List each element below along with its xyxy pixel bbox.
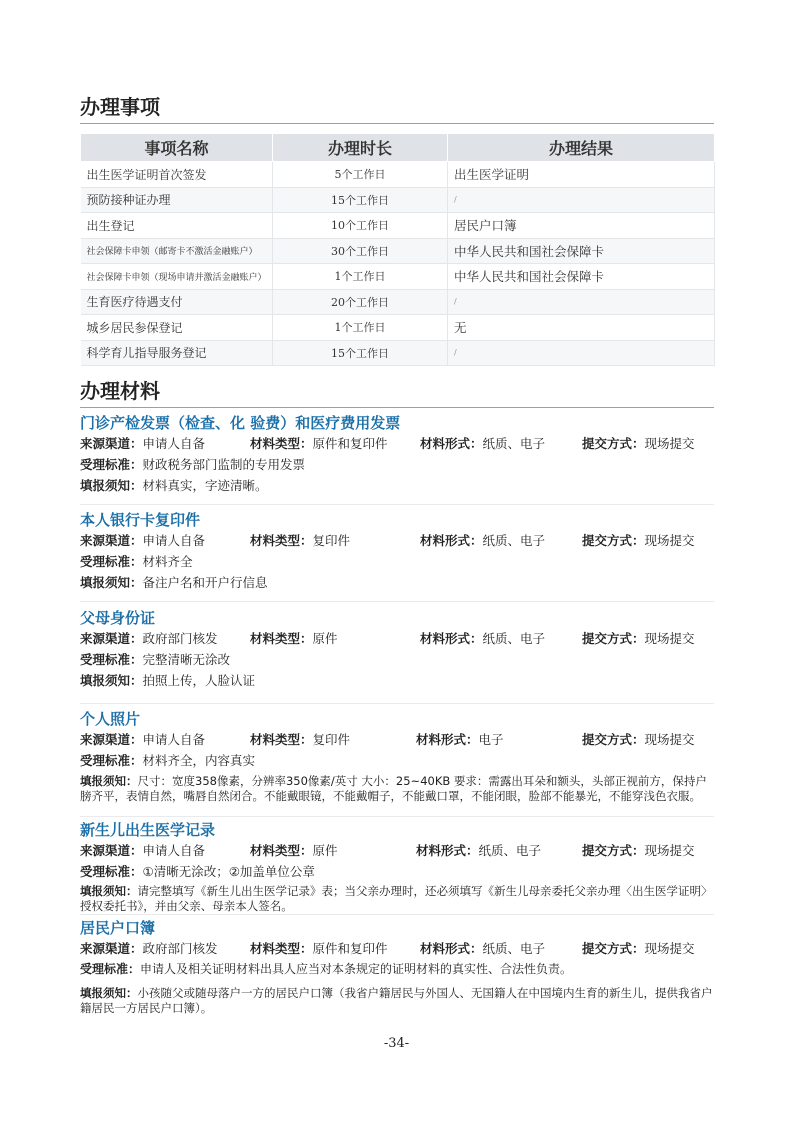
value-submit: 现场提交 bbox=[644, 941, 695, 956]
item-result: / bbox=[448, 340, 715, 366]
material-meta-row bbox=[80, 433, 714, 454]
material-block bbox=[80, 709, 714, 804]
divider bbox=[80, 504, 714, 505]
value-form: 纸质、电子 bbox=[482, 436, 546, 451]
label-submit: 提交方式： bbox=[582, 941, 645, 956]
material-title: 父母身份证 bbox=[80, 609, 156, 627]
item-result: 无 bbox=[448, 315, 715, 341]
item-name: 出生登记 bbox=[81, 213, 273, 239]
value-type: 复印件 bbox=[312, 533, 351, 548]
table-row bbox=[81, 238, 715, 264]
label-form: 材料形式： bbox=[416, 732, 479, 747]
value-notice: 材料真实，字迹清晰。 bbox=[142, 478, 268, 493]
table-row bbox=[81, 340, 715, 366]
label-submit: 提交方式： bbox=[582, 436, 645, 451]
label-form: 材料形式： bbox=[420, 436, 483, 451]
value-source: 政府部门核发 bbox=[142, 941, 218, 956]
label-form: 材料形式： bbox=[420, 533, 483, 548]
table-row bbox=[81, 187, 715, 213]
material-block bbox=[80, 918, 714, 1016]
value-form: 纸质、电子 bbox=[482, 941, 546, 956]
label-source: 来源渠道： bbox=[80, 533, 143, 548]
material-meta-row bbox=[80, 530, 714, 551]
material-notice bbox=[80, 884, 714, 914]
value-notice: 拍照上传，人脸认证 bbox=[142, 673, 256, 688]
items-table bbox=[80, 133, 715, 366]
material-title: 新生儿出生医学记录 bbox=[80, 821, 216, 839]
label-source: 来源渠道： bbox=[80, 436, 143, 451]
item-result: 中华人民共和国社会保障卡 bbox=[448, 264, 715, 290]
material-block bbox=[80, 608, 714, 691]
label-standard: 受理标准： bbox=[80, 457, 143, 472]
label-submit: 提交方式： bbox=[582, 732, 645, 747]
item-name: 生育医疗待遇支付 bbox=[81, 289, 273, 315]
label-standard: 受理标准： bbox=[80, 554, 143, 569]
value-standard: 财政税务部门监制的专用发票 bbox=[142, 457, 306, 472]
item-duration: 5个工作日 bbox=[273, 162, 448, 188]
value-type: 原件和复印件 bbox=[312, 941, 388, 956]
label-notice: 填报须知： bbox=[80, 478, 143, 493]
header-item-name: 事项名称 bbox=[81, 134, 273, 162]
label-source: 来源渠道： bbox=[80, 843, 143, 858]
divider bbox=[80, 914, 714, 915]
header-duration: 办理时长 bbox=[273, 134, 448, 162]
label-source: 来源渠道： bbox=[80, 631, 143, 646]
material-standard bbox=[80, 750, 714, 771]
value-standard: ①清晰无涂改；②加盖单位公章 bbox=[142, 864, 315, 879]
value-type: 原件和复印件 bbox=[312, 436, 388, 451]
value-submit: 现场提交 bbox=[644, 732, 695, 747]
header-result: 办理结果 bbox=[448, 134, 715, 162]
section-title-items: 办理事项 bbox=[80, 94, 714, 124]
value-submit: 现场提交 bbox=[644, 843, 695, 858]
label-type: 材料类型： bbox=[250, 436, 313, 451]
item-name: 社会保障卡申领（邮寄卡不激活金融账户） bbox=[81, 238, 273, 264]
value-source: 申请人自备 bbox=[142, 843, 206, 858]
material-title: 个人照片 bbox=[80, 710, 141, 728]
value-source: 申请人自备 bbox=[142, 436, 206, 451]
material-meta-row bbox=[80, 729, 714, 750]
value-form: 纸质、电子 bbox=[478, 843, 542, 858]
label-submit: 提交方式： bbox=[582, 843, 645, 858]
table-row bbox=[81, 213, 715, 239]
label-notice: 填报须知： bbox=[80, 884, 138, 898]
value-standard: 材料齐全 bbox=[142, 554, 193, 569]
material-block bbox=[80, 820, 714, 914]
material-notice bbox=[80, 986, 714, 1016]
material-standard bbox=[80, 551, 714, 572]
divider bbox=[80, 816, 714, 817]
item-name: 城乡居民参保登记 bbox=[81, 315, 273, 341]
label-standard: 受理标准： bbox=[80, 864, 143, 879]
label-type: 材料类型： bbox=[250, 631, 313, 646]
material-standard bbox=[80, 861, 714, 882]
material-notice bbox=[80, 670, 714, 691]
item-result: / bbox=[448, 289, 715, 315]
material-standard bbox=[80, 649, 714, 670]
material-title: 门诊产检发票（检查、化 验费）和医疗费用发票 bbox=[80, 414, 401, 432]
value-source: 政府部门核发 bbox=[142, 631, 218, 646]
label-source: 来源渠道： bbox=[80, 941, 143, 956]
label-form: 材料形式： bbox=[420, 941, 483, 956]
item-duration: 1个工作日 bbox=[273, 315, 448, 341]
table-header-row bbox=[81, 134, 715, 162]
label-form: 材料形式： bbox=[420, 631, 483, 646]
material-meta-row bbox=[80, 628, 714, 649]
value-standard: 完整清晰无涂改 bbox=[142, 652, 231, 667]
value-notice: 备注户名和开户行信息 bbox=[142, 575, 268, 590]
label-type: 材料类型： bbox=[250, 732, 313, 747]
item-result: 中华人民共和国社会保障卡 bbox=[448, 238, 715, 264]
label-standard: 受理标准： bbox=[80, 652, 143, 667]
table-row bbox=[81, 162, 715, 188]
divider bbox=[80, 703, 714, 704]
material-meta-row bbox=[80, 938, 714, 959]
value-form: 纸质、电子 bbox=[482, 533, 546, 548]
value-notice: 请完整填写《新生儿出生医学记录》表；当父亲办理时，还必须填写《新生儿母亲委托父亲办理〈出生医学证明〉授权委托书》，并由父亲、母亲本人签名。 bbox=[80, 884, 713, 913]
item-result: 居民户口簿 bbox=[448, 213, 715, 239]
material-meta-row bbox=[80, 840, 714, 861]
material-standard bbox=[80, 454, 714, 475]
material-block bbox=[80, 510, 714, 593]
value-type: 原件 bbox=[312, 631, 338, 646]
table-row bbox=[81, 264, 715, 290]
label-form: 材料形式： bbox=[416, 843, 479, 858]
label-notice: 填报须知： bbox=[80, 774, 138, 788]
material-block bbox=[80, 413, 714, 496]
value-type: 原件 bbox=[312, 843, 338, 858]
value-type: 复印件 bbox=[312, 732, 351, 747]
item-name: 社会保障卡申领（现场申请并激活金融账户） bbox=[81, 264, 273, 290]
value-form: 纸质、电子 bbox=[482, 631, 546, 646]
value-submit: 现场提交 bbox=[644, 436, 695, 451]
value-standard: 材料齐全，内容真实 bbox=[142, 753, 256, 768]
page-number: -34- bbox=[383, 1036, 410, 1051]
label-notice: 填报须知： bbox=[80, 986, 138, 1000]
material-notice bbox=[80, 774, 714, 804]
material-title: 居民户口簿 bbox=[80, 919, 156, 937]
label-standard: 受理标准： bbox=[80, 753, 143, 768]
item-duration: 10个工作日 bbox=[273, 213, 448, 239]
value-submit: 现场提交 bbox=[644, 533, 695, 548]
value-submit: 现场提交 bbox=[644, 631, 695, 646]
item-name: 预防接种证办理 bbox=[81, 187, 273, 213]
label-notice: 填报须知： bbox=[80, 673, 143, 688]
value-notice: 尺寸：宽度358像素，分辨率350像素/英寸 大小：25~40KB 要求：需露出耳朵和额头，头部正视前方，保持户膀齐平，表情自然，嘴唇自然闭合。不能戴眼镜，不能戴帽子，不能戴口罩，不能闭眼，脸部不能暴光，不能穿浅色衣服。 bbox=[80, 774, 707, 803]
value-form: 电子 bbox=[478, 732, 504, 747]
item-duration: 15个工作日 bbox=[273, 187, 448, 213]
material-title: 本人银行卡复印件 bbox=[80, 511, 201, 529]
section-title-materials: 办理材料 bbox=[80, 378, 714, 408]
item-duration: 1个工作日 bbox=[273, 264, 448, 290]
label-type: 材料类型： bbox=[250, 941, 313, 956]
table-row bbox=[81, 289, 715, 315]
material-notice bbox=[80, 475, 714, 496]
item-duration: 20个工作日 bbox=[273, 289, 448, 315]
value-source: 申请人自备 bbox=[142, 533, 206, 548]
table-row bbox=[81, 315, 715, 341]
item-duration: 15个工作日 bbox=[273, 340, 448, 366]
label-source: 来源渠道： bbox=[80, 732, 143, 747]
value-standard: 申请人及相关证明材料出具人应当对本条规定的证明材料的真实性、合法性负责。 bbox=[140, 962, 573, 976]
label-submit: 提交方式： bbox=[582, 631, 645, 646]
label-type: 材料类型： bbox=[250, 533, 313, 548]
label-type: 材料类型： bbox=[250, 843, 313, 858]
item-duration: 30个工作日 bbox=[273, 238, 448, 264]
material-notice bbox=[80, 572, 714, 593]
label-standard: 受理标准： bbox=[80, 962, 141, 976]
divider bbox=[80, 601, 714, 602]
label-notice: 填报须知： bbox=[80, 575, 143, 590]
item-result: / bbox=[448, 187, 715, 213]
item-name: 出生医学证明首次签发 bbox=[81, 162, 273, 188]
item-result: 出生医学证明 bbox=[448, 162, 715, 188]
label-submit: 提交方式： bbox=[582, 533, 645, 548]
item-name: 科学育儿指导服务登记 bbox=[81, 340, 273, 366]
value-notice: 小孩随父或随母落户一方的居民户口簿（我省户籍居民与外国人、无国籍人在中国境内生育的新生儿，提供我省户籍居民一方居民户口簿）。 bbox=[80, 986, 713, 1015]
value-source: 申请人自备 bbox=[142, 732, 206, 747]
material-standard bbox=[80, 959, 714, 980]
